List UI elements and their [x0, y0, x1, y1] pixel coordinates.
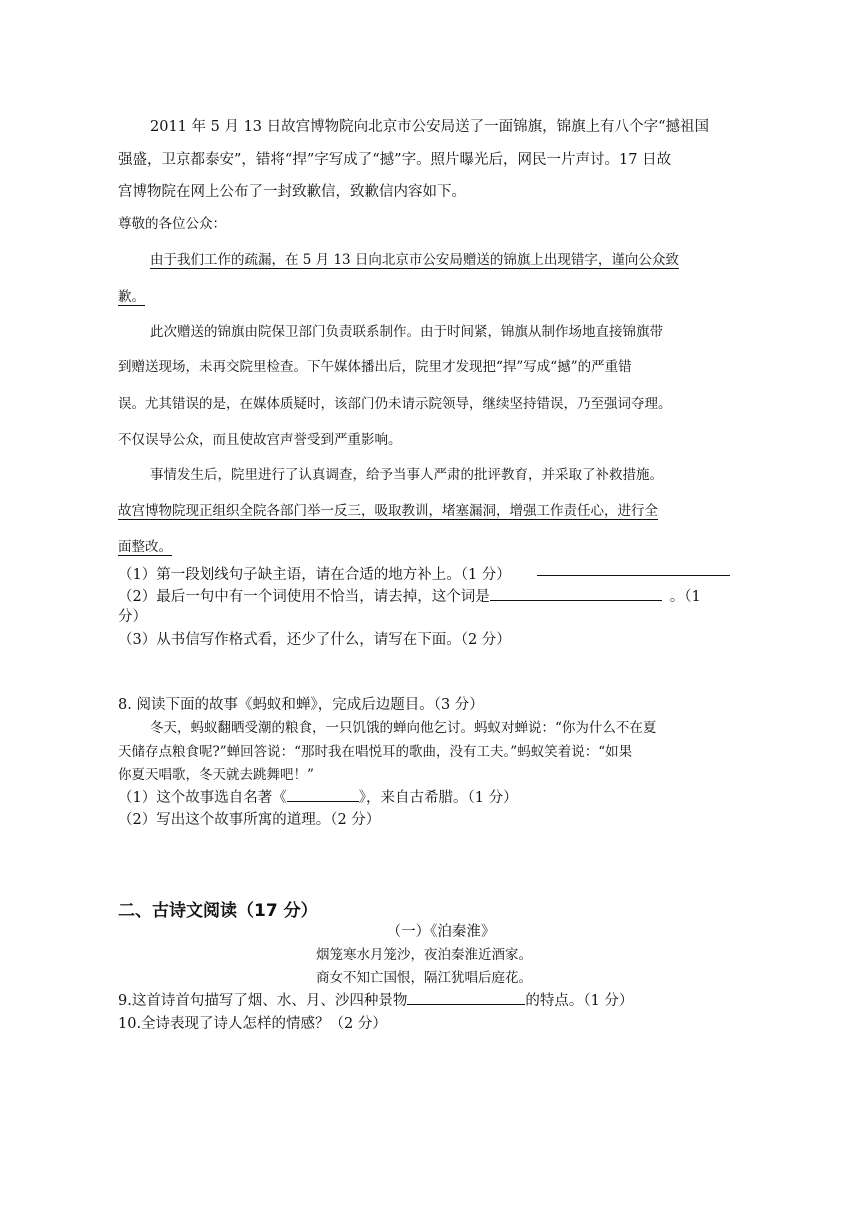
question-8-1-answer-blank[interactable]: [287, 787, 359, 802]
passage-intro-line-2: 强盛，卫京都泰安”，错将“捍”字写成了“撼”字。照片曝光后，网民一片声讨。17 日故: [118, 152, 672, 168]
question-7-2: [118, 585, 701, 606]
question-7-2-text: （2）最后一句中有一个词使用不恰当，请去掉，这个词是: [118, 589, 490, 605]
poem-line-1: 烟笼寒水月笼沙，夜泊秦淮近酒家。: [316, 947, 532, 963]
poem-title: （一）《泊秦淮》: [386, 924, 496, 940]
question-9: [118, 989, 633, 1010]
poem-line-2: 商女不知亡国恨，隔江犹唱后庭花。: [316, 970, 532, 986]
question-7-3: （3）从书信写作格式看，还少了什么，请写在下面。（2 分）: [118, 632, 511, 648]
letter-underlined-last-sentence-line-1: 故宫博物院现正组织全院各部门举一反三，吸取教训，堵塞漏洞，增强工作责任心，进行全: [118, 503, 658, 519]
letter-underlined-sentence-line-2: 歉。: [118, 289, 145, 305]
letter-underlined-sentence-line-1: 由于我们工作的疏漏，在 5 月 13 日向北京市公安局赠送的锦旗上出现错字，谨向公众致: [150, 252, 679, 268]
question-8-2: （2）写出这个故事所寓的道理。（2 分）: [118, 812, 381, 828]
question-9-text-end: 的特点。（1 分）: [525, 993, 634, 1009]
question-10: 10.全诗表现了诗人怎样的情感？（2 分）: [118, 1016, 387, 1032]
question-7-2-score-continued: 分）: [118, 609, 147, 625]
question-8-title: 8. 阅读下面的故事《蚂蚁和蝉》，完成后边题目。（3 分）: [118, 697, 484, 713]
question-7-1-text: （1）第一段划线句子缺主语，请在合适的地方补上。（1 分）: [118, 567, 511, 583]
question-8-1-text-end: 》，来自古希腊。（1 分）: [358, 790, 518, 806]
letter-greeting: 尊敬的各位公众：: [118, 216, 226, 232]
passage-intro-line-1: 2011 年 5 月 13 日故宫博物院向北京市公安局送了一面锦旗，锦旗上有八个字“撼祖国: [150, 119, 710, 135]
question-7-2-score: 。（1: [669, 589, 701, 605]
letter-paragraph-2-line-4: 不仅误导公众，而且使故宫声誉受到严重影响。: [118, 432, 402, 448]
section-2-heading: 二、古诗文阅读（17 分）: [118, 901, 318, 921]
question-8-story-line-2: 天储存点粮食呢?”蝉回答说：“那时我在唱悦耳的歌曲，没有工夫。”蚂蚁笑着说：“如果: [118, 744, 633, 760]
question-7-1-answer-blank[interactable]: [537, 575, 730, 576]
question-8-1-text: （1）这个故事选自名著《: [118, 790, 287, 806]
question-8-story-line-3: 你夏天唱歌，冬天就去跳舞吧！”: [118, 767, 314, 783]
question-9-answer-blank[interactable]: [407, 990, 525, 1005]
letter-paragraph-3-line-1: 事情发生后，院里进行了认真调查，给予当事人严肃的批评教育，并采取了补救措施。: [150, 467, 663, 483]
letter-paragraph-2-line-2: 到赠送现场，未再交院里检查。下午媒体播出后，院里才发现把“捍”写成“撼”的严重错: [118, 359, 632, 375]
question-7-1: [118, 563, 511, 584]
question-8-story-line-1: 冬天，蚂蚁翻晒受潮的粮食，一只饥饿的蝉向他乞讨。蚂蚁对蝉说：“你为什么不在夏: [150, 720, 657, 736]
letter-underlined-last-sentence-line-2: 面整改。: [118, 539, 172, 555]
letter-paragraph-2-line-1: 此次赠送的锦旗由院保卫部门负责联系制作。由于时间紧，锦旗从制作场地直接锦旗带: [150, 324, 663, 340]
letter-paragraph-2-line-3: 误。尤其错误的是，在媒体质疑时，该部门仍未请示院领导，继续坚持错误，乃至强词夺理。: [118, 396, 672, 412]
question-7-2-answer-blank[interactable]: [490, 586, 662, 601]
question-9-text: 9.这首诗首句描写了烟、水、月、沙四种景物: [118, 993, 408, 1009]
question-8-1: [118, 786, 518, 807]
passage-intro-line-3: 宫博物院在网上公布了一封致歉信，致歉信内容如下。: [118, 184, 466, 200]
